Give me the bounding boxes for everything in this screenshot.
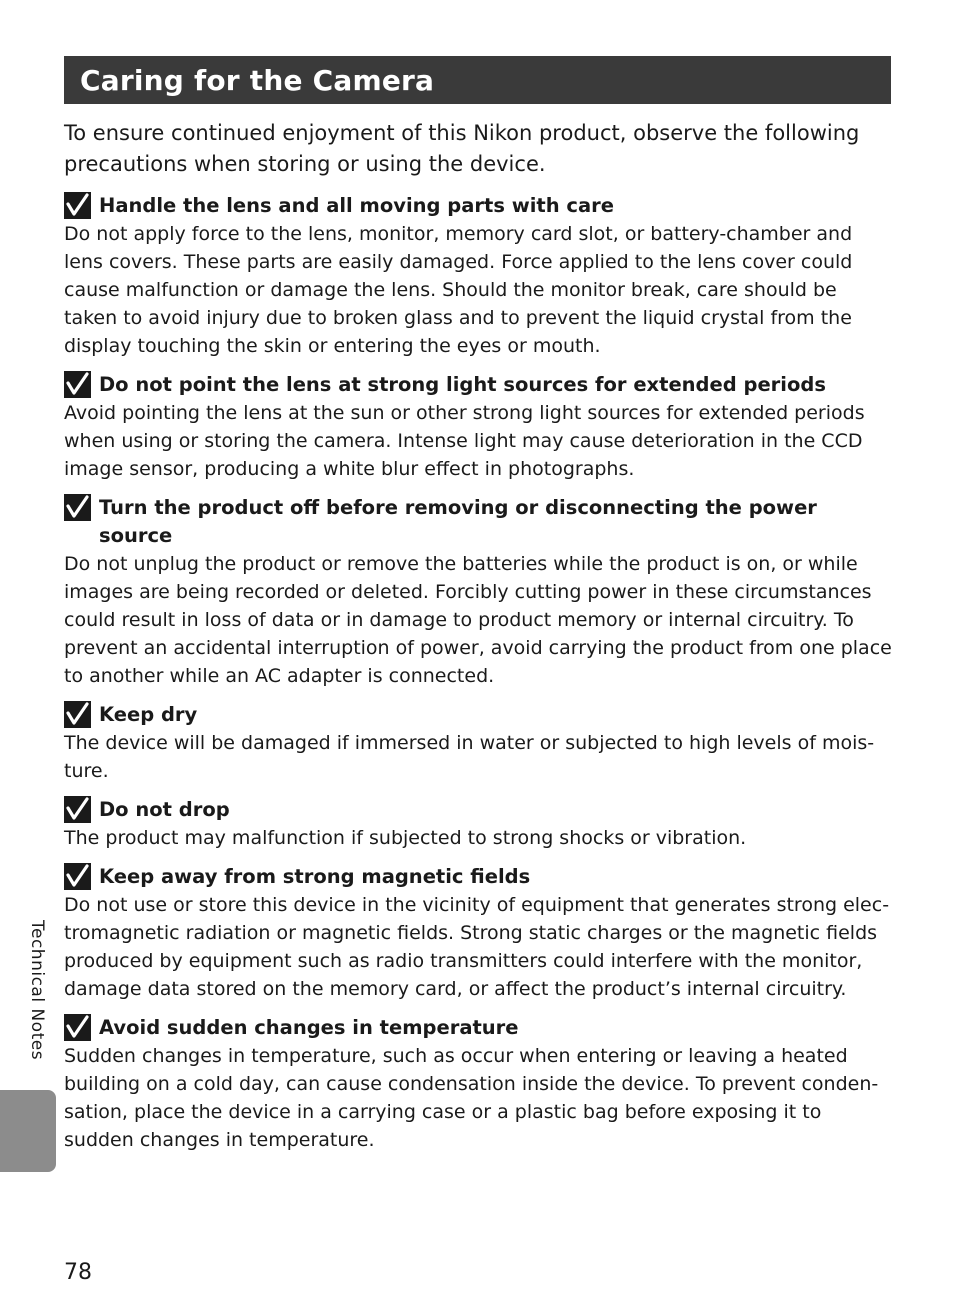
precaution-section — [64, 796, 894, 852]
precaution-body: The product may malfunction if subjected to strong shocks or vibration. — [64, 827, 747, 849]
precaution-heading — [64, 863, 894, 891]
checkmark-icon — [64, 863, 91, 890]
precaution-section — [64, 494, 894, 690]
precaution-section — [64, 1014, 894, 1154]
precaution-heading — [64, 701, 894, 729]
precaution-heading — [64, 1014, 894, 1042]
chapter-side-label: Technical Notes — [27, 920, 47, 1061]
precaution-section — [64, 371, 894, 483]
heading-text: Avoid sudden changes in temperature — [99, 1016, 519, 1039]
precaution-body: Do not apply force to the lens, monitor, memory card slot, or battery-chamber and lens covers. These parts are easily damaged. Force applied to the lens cover could cause malfunction or damage the lens. Should the monitor break, care should be taken to avoid injury due to broken glass and to prevent the liquid crystal from the display touching the skin or entering the eyes or mouth. — [64, 223, 853, 357]
heading-text: Keep dry — [99, 703, 198, 726]
heading-text: Handle the lens and all moving parts with care — [99, 194, 614, 217]
precaution-body: Do not use or store this device in the vicinity of equipment that generates strong elec-tromagnetic radiation or magnetic fields. Strong static charges or the magnetic fields produced by equipment such as radio transmitters could interfere with the monitor, damage data stored on the memory card, or affect the product’s internal circuitry. — [64, 894, 890, 1000]
chapter-tab — [0, 1090, 56, 1172]
precaution-section — [64, 192, 894, 360]
precaution-heading — [64, 371, 894, 399]
page-title: Caring for the Camera — [80, 63, 435, 97]
page-number: 78 — [64, 1260, 92, 1285]
checkmark-icon — [64, 701, 91, 728]
checkmark-icon — [64, 494, 91, 521]
heading-text: Keep away from strong magnetic fields — [99, 865, 531, 888]
checkmark-icon — [64, 371, 91, 398]
title-bar — [64, 56, 891, 104]
heading-text: Turn the product off before removing or disconnecting the power source — [99, 496, 817, 547]
precaution-body: The device will be damaged if immersed in water or subjected to high levels of mois-ture. — [64, 732, 875, 782]
precaution-section — [64, 701, 894, 785]
checkmark-icon — [64, 1014, 91, 1041]
precaution-body: Avoid pointing the lens at the sun or other strong light sources for extended periods when using or storing the camera. Intense light may cause deterioration in the CCD image sensor, producing a white blur effect in photographs. — [64, 402, 865, 480]
precautions-list — [64, 192, 894, 1165]
heading-text: Do not drop — [99, 798, 230, 821]
precaution-body: Do not unplug the product or remove the batteries while the product is on, or while images are being recorded or deleted. Forcibly cutting power in these circumstances could result in loss of data or in damage to product memory or internal circuitry. To prevent an accidental interruption of power, avoid carrying the product from one place to another while an AC adapter is connected. — [64, 553, 892, 687]
intro-paragraph: To ensure continued enjoyment of this Nikon product, observe the following precautions when storing or using the device. — [64, 121, 860, 176]
precaution-body: Sudden changes in temperature, such as occur when entering or leaving a heated building on a cold day, can cause condensation inside the device. To prevent conden-sation, place the device in a carrying case or a plastic bag before exposing it to sudden changes in temperature. — [64, 1045, 879, 1151]
heading-text: Do not point the lens at strong light sources for extended periods — [99, 373, 826, 396]
precaution-heading — [64, 796, 894, 824]
checkmark-icon — [64, 192, 91, 219]
precaution-heading — [64, 192, 894, 220]
checkmark-icon — [64, 796, 91, 823]
precaution-heading — [64, 494, 894, 550]
precaution-section — [64, 863, 894, 1003]
